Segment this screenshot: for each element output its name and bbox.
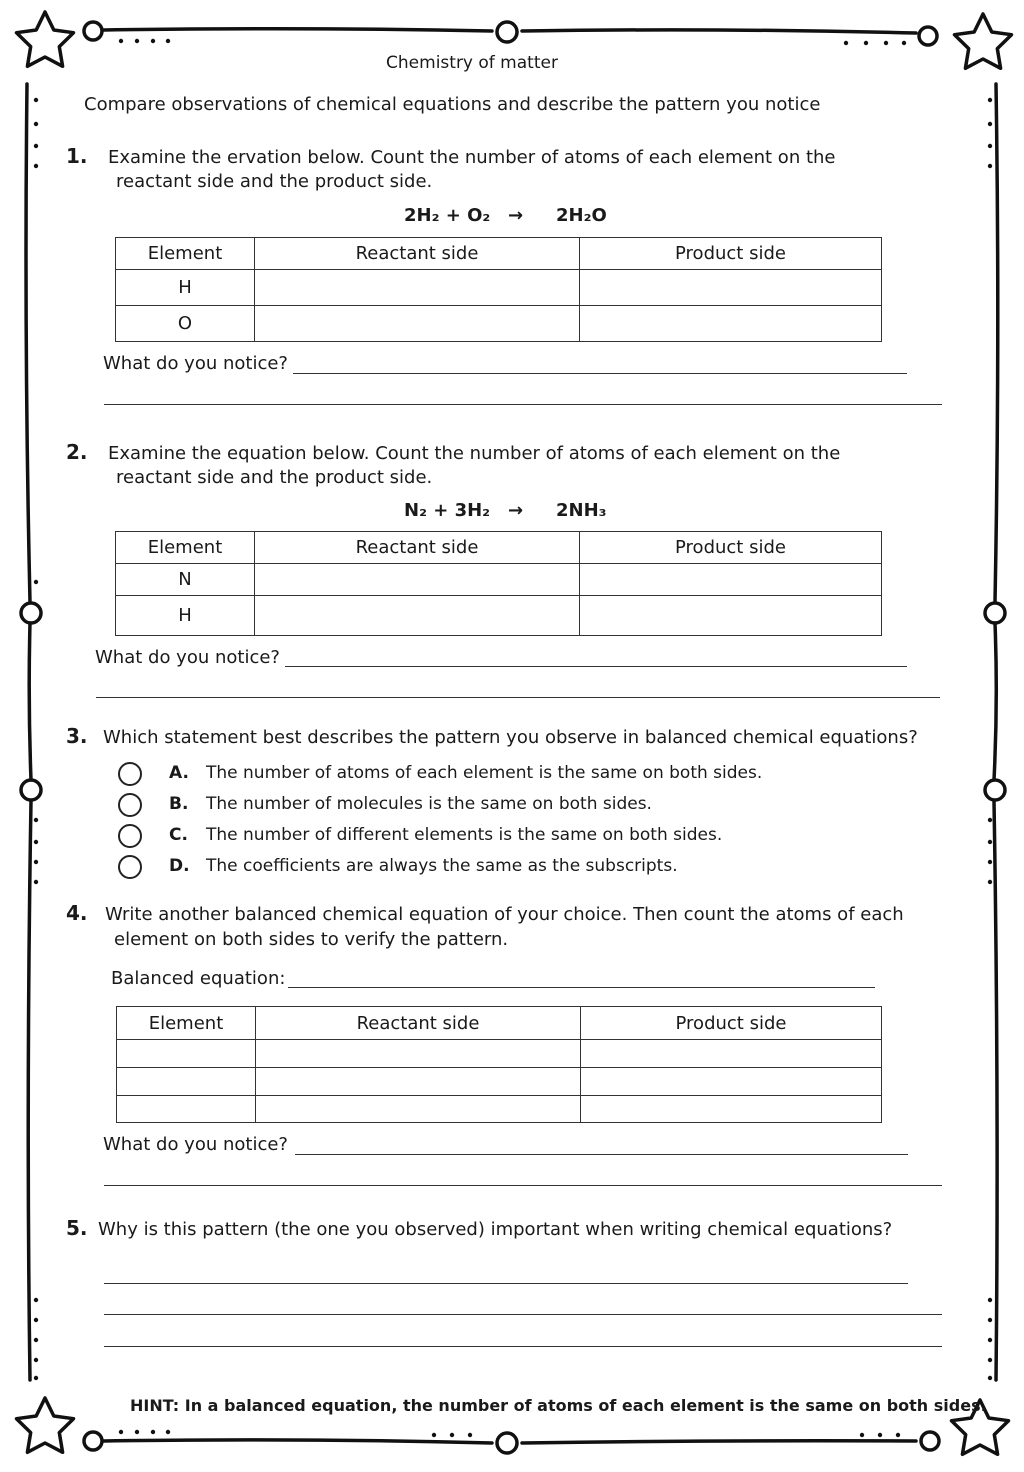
option-d-radio[interactable] bbox=[118, 855, 142, 879]
q2-notice-label: What do you notice? bbox=[95, 647, 280, 668]
q2-atom-table bbox=[115, 531, 882, 636]
reactant-count-cell[interactable] bbox=[255, 270, 580, 306]
option-c-text: The number of different elements is the same on both sides. bbox=[206, 825, 723, 845]
option-a-text: The number of atoms of each element is the same on both sides. bbox=[206, 763, 763, 783]
q1-text-line2: reactant side and the product side. bbox=[116, 171, 433, 192]
q3-number: 3. bbox=[66, 724, 88, 748]
q2-answer-line[interactable] bbox=[96, 697, 940, 698]
q4-notice-label: What do you notice? bbox=[103, 1134, 288, 1155]
q4-number: 4. bbox=[66, 901, 88, 925]
table-header-reactant: Reactant side bbox=[256, 1007, 581, 1040]
q5-answer-line[interactable] bbox=[104, 1283, 908, 1284]
q4-answer-line[interactable] bbox=[104, 1185, 942, 1186]
q2-equation-arrow: → bbox=[508, 500, 524, 521]
reactant-count-cell[interactable] bbox=[255, 306, 580, 342]
q1-equation-left: 2H₂ + O₂ bbox=[404, 205, 491, 226]
q1-atom-table bbox=[115, 237, 882, 342]
product-count-cell[interactable] bbox=[580, 564, 882, 596]
element-entry-cell[interactable] bbox=[117, 1068, 256, 1096]
table-header-product: Product side bbox=[580, 238, 882, 270]
product-count-cell[interactable] bbox=[581, 1040, 882, 1068]
option-d-text: The coefficients are always the same as the subscripts. bbox=[206, 856, 678, 876]
table-element-cell: N bbox=[116, 564, 255, 596]
q1-answer-line[interactable] bbox=[104, 404, 942, 405]
q2-equation-right: 2NH₃ bbox=[556, 500, 607, 521]
hint-text: HINT: In a balanced equation, the number of atoms of each element is the same on both sides. bbox=[130, 1396, 987, 1415]
table-header-reactant: Reactant side bbox=[255, 238, 580, 270]
product-count-cell[interactable] bbox=[581, 1096, 882, 1123]
element-entry-cell[interactable] bbox=[117, 1096, 256, 1123]
q4-answer-line[interactable] bbox=[295, 1154, 908, 1155]
q5-answer-line[interactable] bbox=[104, 1346, 942, 1347]
table-header-element: Element bbox=[116, 238, 255, 270]
q4-equation-label: Balanced equation: bbox=[111, 968, 286, 989]
table-header-element: Element bbox=[116, 532, 255, 564]
reactant-count-cell[interactable] bbox=[256, 1096, 581, 1123]
option-d-letter: D. bbox=[169, 856, 190, 876]
product-count-cell[interactable] bbox=[580, 306, 882, 342]
balanced-equation-line[interactable] bbox=[288, 987, 875, 988]
q2-answer-line[interactable] bbox=[285, 666, 907, 667]
table-header-reactant: Reactant side bbox=[255, 532, 580, 564]
intro-text: Compare observations of chemical equations and describe the pattern you notice bbox=[84, 94, 821, 115]
element-entry-cell[interactable] bbox=[117, 1040, 256, 1068]
q2-equation-left: N₂ + 3H₂ bbox=[404, 500, 491, 521]
q1-equation-right: 2H₂O bbox=[556, 205, 607, 226]
option-b-text: The number of molecules is the same on both sides. bbox=[206, 794, 652, 814]
reactant-count-cell[interactable] bbox=[256, 1068, 581, 1096]
q5-number: 5. bbox=[66, 1216, 88, 1240]
q1-number: 1. bbox=[66, 144, 88, 168]
product-count-cell[interactable] bbox=[581, 1068, 882, 1096]
q2-text-line2: reactant side and the product side. bbox=[116, 467, 433, 488]
reactant-count-cell[interactable] bbox=[255, 564, 580, 596]
table-header-element: Element bbox=[117, 1007, 256, 1040]
table-element-cell: H bbox=[116, 596, 255, 636]
q1-notice-label: What do you notice? bbox=[103, 353, 288, 374]
table-element-cell: O bbox=[116, 306, 255, 342]
table-element-cell: H bbox=[116, 270, 255, 306]
q4-text-line2: element on both sides to verify the pattern. bbox=[114, 929, 509, 950]
table-header-product: Product side bbox=[580, 532, 882, 564]
q5-text: Why is this pattern (the one you observed) important when writing chemical equations? bbox=[98, 1219, 893, 1240]
option-b-radio[interactable] bbox=[118, 793, 142, 817]
q4-text-line1: Write another balanced chemical equation of your choice. Then count the atoms of each bbox=[105, 904, 904, 925]
product-count-cell[interactable] bbox=[580, 596, 882, 636]
q2-number: 2. bbox=[66, 440, 88, 464]
page-title: Chemistry of matter bbox=[386, 53, 558, 73]
table-header-product: Product side bbox=[581, 1007, 882, 1040]
q1-text-line1: Examine the ervation below. Count the number of atoms of each element on the bbox=[108, 147, 836, 168]
reactant-count-cell[interactable] bbox=[255, 596, 580, 636]
option-c-letter: C. bbox=[169, 825, 188, 845]
option-b-letter: B. bbox=[169, 794, 189, 814]
q1-equation-arrow: → bbox=[508, 205, 524, 226]
option-c-radio[interactable] bbox=[118, 824, 142, 848]
q2-text-line1: Examine the equation below. Count the number of atoms of each element on the bbox=[108, 443, 841, 464]
q4-atom-table bbox=[116, 1006, 882, 1123]
q1-answer-line[interactable] bbox=[293, 373, 907, 374]
product-count-cell[interactable] bbox=[580, 270, 882, 306]
q5-answer-line[interactable] bbox=[104, 1314, 942, 1315]
reactant-count-cell[interactable] bbox=[256, 1040, 581, 1068]
q3-text: Which statement best describes the pattern you observe in balanced chemical equations? bbox=[103, 727, 918, 748]
option-a-letter: A. bbox=[169, 763, 189, 783]
option-a-radio[interactable] bbox=[118, 762, 142, 786]
